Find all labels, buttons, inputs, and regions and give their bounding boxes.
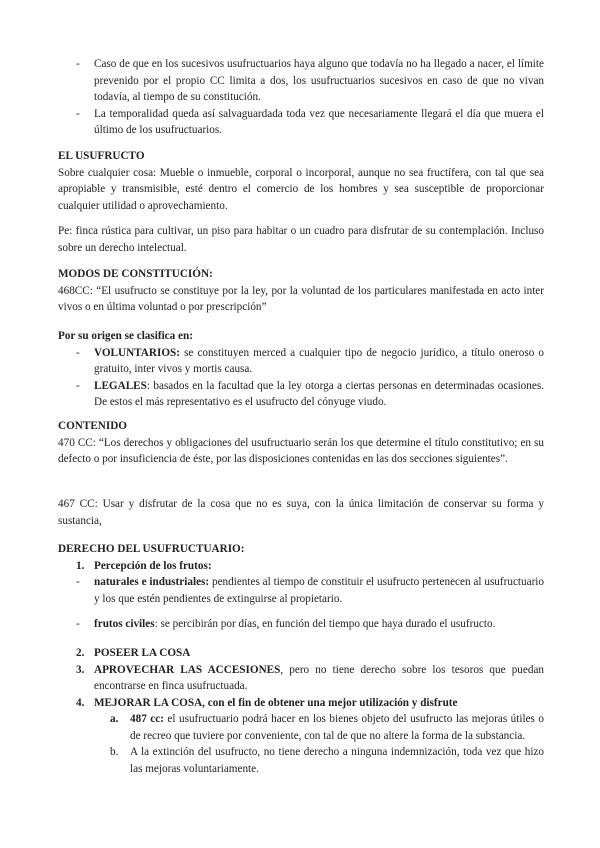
paragraph: 467 CC: Usar y disfrutar de la cosa que no es suya, con la única limitación de conservar su forma y sustancia,: [58, 498, 544, 527]
sub-letter: b.: [110, 746, 119, 758]
term-text: se constituyen merced a cualquier tipo de negocio jurídico, a título oneroso o gratuito, inter vivos y mortis causa.: [94, 346, 544, 375]
section-origen: [58, 328, 544, 411]
item-label: Percepción de los frutos:: [94, 559, 212, 572]
section-heading: MODOS DE CONSTITUCIÓN:: [58, 268, 213, 280]
paragraph: 470 CC: “Los derechos y obligaciones del usufructuario serán los que determine el título constitutivo; en su defecto o por insuficiencia de éste, por las disposiciones contenidas en las dos secciones siguientes”.: [58, 436, 544, 465]
term-text: el usufructuario podrá hacer en los bienes objeto del usufructo las mejoras útiles o de recreo que tuviere por conveniente, con tal de que no altere la forma de la substancia.: [130, 713, 544, 742]
term: 487 cc:: [130, 713, 164, 725]
sub-letter: a.: [110, 713, 119, 725]
section-derecho: [58, 541, 544, 607]
bullet-dash: -: [76, 576, 80, 588]
sub-item: [58, 711, 544, 744]
term: naturales e industriales:: [94, 576, 210, 588]
term-text: pendientes al tiempo de constituir el usufructo pertenecen al usufructuario y los que estén pendientes de extinguirse al propietario.: [94, 576, 544, 605]
list-item: [58, 616, 544, 633]
item-label: POSEER LA COSA: [94, 647, 191, 659]
list-item: [58, 378, 544, 411]
numbered-item: [58, 695, 544, 712]
term: LEGALES: [94, 379, 147, 392]
section-heading: CONTENIDO: [58, 420, 127, 432]
item-number: 3.: [76, 663, 85, 676]
paragraph: Sobre cualquier cosa: Mueble o inmueble, corporal o incorporal, aunque no sea fructífera, con tal que sea apropiable y transmisible, esté dentro el comercio de los hombres y sea susceptible de proporcionar cualquier utilidad o aprovechamiento.: [58, 166, 544, 212]
item-number: 2.: [76, 647, 85, 659]
section-el-usufructo: [58, 148, 544, 214]
sub-text: A la extinción del usufructo, no tiene derecho a ninguna indemnización, toda vez que hizo las mejoras voluntariamente.: [130, 746, 544, 775]
intro-bullet-2: La temporalidad queda así salvaguardada toda vez que necesariamente llegará el día que muera el último de los usufructuarios.: [94, 107, 544, 136]
numbered-item: [58, 558, 544, 575]
bullet-dash: -: [76, 107, 80, 120]
section-derecho-items: [58, 645, 544, 777]
item-number: 4.: [76, 696, 85, 709]
list-item: [58, 345, 544, 378]
section-el-usufructo-example: [58, 223, 544, 256]
section-frutos-civiles: [58, 616, 544, 633]
term-text: : basados en la facultad que la ley otorga a ciertas personas en determinadas ocasiones. De estos el más representativo es el usufructo del cónyuge viudo.: [94, 379, 544, 408]
bullet-dash: -: [76, 379, 80, 392]
numbered-item: [58, 645, 544, 662]
term-text: : se percibirán por días, en función del tiempo que haya durado el usufructo.: [154, 618, 496, 630]
section-heading: DERECHO DEL USUFRUCTUARIO:: [58, 543, 245, 555]
term: VOLUNTARIOS:: [94, 346, 180, 359]
numbered-item: [58, 662, 544, 695]
section-heading: EL USUFRUCTO: [58, 150, 145, 162]
bullet-dash: -: [76, 58, 80, 70]
item-label: MEJORAR LA COSA, con el fin de obtener una mejor utilización y disfrute: [94, 696, 458, 709]
intro-bullet-1: Caso de que en los sucesivos usufructuarios haya alguno que todavía no ha llegado a nacer, el límite prevenido por el propio CC limita a dos, los usufructuarios sucesivos en caso de que no vivan todavía, al tiempo de su constitución.: [94, 58, 544, 103]
term: frutos civiles: [94, 618, 155, 630]
section-contenido: [58, 418, 544, 468]
list-item: [58, 56, 544, 106]
list-item: [58, 574, 544, 607]
paragraph: 468CC: “El usufructo se constituye por la ley, por la voluntad de los particulares manifestada en acto inter vivos o en última voluntad o por prescripción”: [58, 284, 544, 313]
item-text: , pero no tiene derecho sobre los tesoros que puedan encontrarse en finca usufructuada.: [94, 663, 545, 692]
subheading: Por su origen se clasifica en:: [58, 330, 193, 342]
intro-bullets: [58, 56, 544, 139]
item-label: APROVECHAR LAS ACCESIONES: [94, 663, 281, 676]
sub-item: [58, 744, 544, 777]
item-number: 1.: [76, 559, 85, 572]
section-modos: [58, 266, 544, 316]
bullet-dash: -: [76, 618, 80, 630]
section-contenido-467: [58, 496, 544, 529]
paragraph: Pe: finca rústica para cultivar, un piso para habitar o un cuadro para disfrutar de su contemplación. Incluso sobre un derecho intelectual.: [58, 225, 544, 254]
bullet-dash: -: [76, 346, 80, 359]
list-item: [58, 106, 544, 139]
